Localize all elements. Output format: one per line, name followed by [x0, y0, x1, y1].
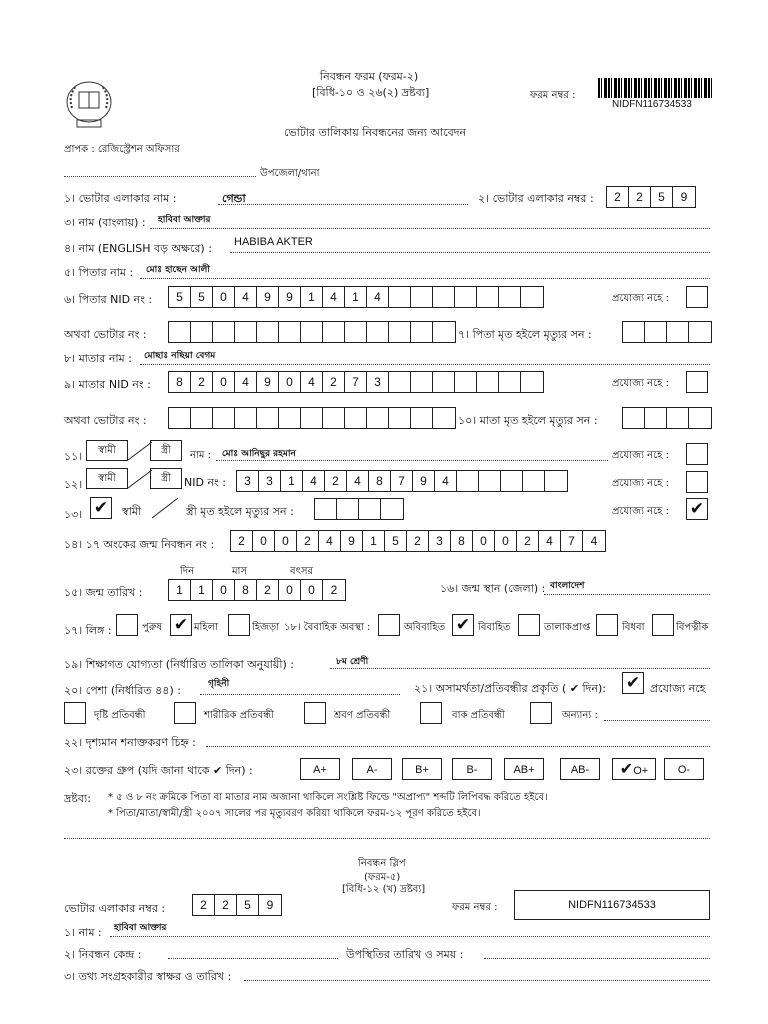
voter-area-name-line [218, 204, 468, 205]
digit-cell[interactable]: 0 [495, 531, 517, 551]
married-label: বিবাহিত [478, 622, 511, 633]
digit-cell[interactable] [235, 322, 257, 342]
digit-cell[interactable] [667, 408, 689, 428]
digit-cell[interactable]: 2 [191, 372, 213, 392]
slip-center-line [168, 958, 338, 959]
father-voter-no-boxes[interactable] [168, 321, 456, 343]
upazila-label: উপজেলা/থানা [260, 168, 320, 179]
digit-cell[interactable]: 0 [473, 531, 495, 551]
mother-nid-boxes[interactable] [168, 371, 544, 393]
digit-cell[interactable] [477, 287, 499, 307]
spouse-name-na-checkbox[interactable] [686, 443, 708, 465]
voter-area-name-value: গেন্ডা [222, 192, 246, 205]
female-label: মহিলা [194, 622, 219, 633]
digit-cell[interactable]: 9 [266, 898, 274, 912]
spouse-nid-label: NID নং : [184, 476, 226, 489]
digit-cell[interactable] [521, 287, 543, 307]
spouse-death-year-boxes[interactable] [314, 498, 404, 520]
hijra-checkbox[interactable] [228, 614, 250, 636]
disability-na-label: প্রযোজ্য নহে [650, 682, 706, 695]
digit-cell[interactable]: 2 [323, 372, 345, 392]
blood-o-pos[interactable] [612, 758, 656, 780]
digit-cell[interactable] [433, 287, 455, 307]
digit-cell[interactable] [411, 372, 433, 392]
digit-cell[interactable]: 4 [539, 531, 561, 551]
widow-label: বিধবা [622, 622, 645, 633]
education-value: ৮ম শ্রেণী [336, 657, 369, 667]
digit-cell[interactable] [411, 322, 433, 342]
digit-cell[interactable] [323, 408, 345, 428]
digit-cell[interactable] [667, 322, 689, 342]
spouse-nid-na-checkbox[interactable] [686, 471, 708, 493]
spouse-name-label: নাম : [190, 450, 211, 461]
other-disability-label: অন্যান্য : [562, 710, 598, 721]
name-english-line [230, 252, 710, 253]
divorced-checkbox[interactable] [518, 614, 540, 636]
slip-name-line [110, 936, 710, 937]
visual-disability-checkbox[interactable] [64, 702, 86, 724]
slip-form-no-box: NIDFN116734533 [514, 890, 710, 920]
slash-divider-3 [152, 496, 182, 520]
mother-na-checkbox[interactable] [686, 371, 708, 393]
digit-cell[interactable] [301, 322, 323, 342]
marital-status-label: ১৮। বৈবাহিক অবস্থা : [284, 622, 371, 633]
digit-cell[interactable]: 4 [367, 287, 389, 307]
digit-cell[interactable]: 0 [301, 580, 323, 600]
father-nid-label: ৬। পিতার NID নং : [64, 293, 153, 306]
digit-cell[interactable] [279, 322, 301, 342]
digit-cell[interactable] [213, 408, 235, 428]
digit-cell[interactable] [257, 408, 279, 428]
digit-cell[interactable] [457, 471, 479, 491]
wife-death-label: স্ত্রী মৃত হইলে মৃত্যুর সন : [186, 505, 294, 518]
occupation-label: ২০। পেশা (নির্ধারিত ৪৪) : [64, 684, 181, 697]
digit-cell[interactable]: 2 [297, 531, 319, 551]
digit-cell[interactable]: 0 [279, 580, 301, 600]
father-name-value: মোঃ হাছেন আলী [146, 265, 210, 275]
husband-checkbox[interactable]: ✔ [90, 497, 112, 519]
occupation-value: গৃহিনী [208, 679, 230, 689]
digit-cell[interactable] [521, 372, 543, 392]
barcode [598, 78, 713, 98]
blood-o-pos-label: O+ [633, 765, 649, 777]
male-checkbox[interactable] [116, 614, 138, 636]
birthplace-line [544, 594, 710, 595]
digit-cell[interactable] [433, 372, 455, 392]
education-line [330, 668, 710, 669]
mother-name-line [140, 364, 710, 365]
digit-cell[interactable]: 2 [325, 471, 347, 491]
slip-form: (ফরম-৫) [364, 872, 401, 883]
digit-cell[interactable]: 1 [363, 531, 385, 551]
father-nid-boxes[interactable] [168, 286, 544, 308]
mother-name-label: ৮। মাতার নাম : [64, 352, 132, 365]
digit-cell[interactable]: 2 [257, 580, 279, 600]
digit-cell[interactable] [645, 322, 667, 342]
blood-ab-pos[interactable]: AB+ [504, 758, 544, 780]
digit-cell[interactable]: 4 [435, 471, 457, 491]
digit-cell[interactable] [389, 287, 411, 307]
digit-cell[interactable] [455, 372, 477, 392]
digit-cell[interactable] [411, 287, 433, 307]
digit-cell[interactable]: 5 [169, 287, 191, 307]
digit-cell[interactable] [433, 322, 455, 342]
digit-cell[interactable] [235, 408, 257, 428]
hearing-disability-checkbox[interactable] [304, 702, 326, 724]
digit-cell[interactable]: 5 [191, 287, 213, 307]
voter-area-number-label: ২। ভোটার এলাকার নম্বর : [478, 192, 594, 205]
digit-cell[interactable]: 4 [590, 534, 598, 548]
father-voter-no-label: অথবা ভোটার নং : [64, 328, 147, 341]
female-checkbox[interactable]: ✔ [170, 614, 192, 636]
digit-cell[interactable]: 0 [213, 372, 235, 392]
digit-cell[interactable]: 2 [407, 531, 429, 551]
digit-cell[interactable] [279, 408, 301, 428]
mother-death-year-label: ১০। মাতা মৃত হইলে মৃত্যুর সন : [458, 414, 598, 427]
dob-month-caption: মাস [232, 566, 248, 577]
other-disability-checkbox[interactable] [530, 702, 552, 724]
blood-o-pos-check: ✔ [619, 761, 634, 778]
digit-cell[interactable]: 9 [341, 531, 363, 551]
digit-cell[interactable]: 3 [429, 531, 451, 551]
digit-cell[interactable]: 0 [213, 287, 235, 307]
upazila-line [64, 176, 256, 177]
digit-cell[interactable]: 8 [451, 531, 473, 551]
digit-cell[interactable] [257, 322, 279, 342]
digit-cell[interactable]: 4 [303, 471, 325, 491]
digit-cell[interactable]: 0 [213, 580, 235, 600]
birthplace-value: বাংলাদেশ [550, 581, 585, 591]
visual-disability-label: দৃষ্টি প্রতিবন্ধী [94, 710, 146, 721]
digit-cell[interactable] [191, 322, 213, 342]
digit-cell[interactable] [389, 372, 411, 392]
digit-cell[interactable] [545, 471, 567, 491]
digit-cell[interactable] [499, 287, 521, 307]
digit-cell[interactable] [523, 471, 545, 491]
digit-cell[interactable] [367, 408, 389, 428]
digit-cell[interactable]: 9 [257, 372, 279, 392]
married-checkbox[interactable]: ✔ [452, 614, 474, 636]
wife-option-2[interactable]: স্ত্রী [150, 468, 182, 489]
cut-line [64, 838, 710, 839]
father-death-year-boxes[interactable] [622, 321, 712, 343]
slip-sign-label: ৩। তথ্য সংগ্রহকারীর স্বাক্ষর ও তারিখ : [64, 970, 232, 983]
father-name-line [140, 278, 710, 279]
digit-cell[interactable]: 4 [323, 287, 345, 307]
birth-reg-label: ১৪। ১৭ অংকের জন্ম নিবন্ধন নং : [64, 538, 215, 551]
mother-nid-label: ৯। মাতার NID নং : [64, 378, 151, 391]
digit-cell[interactable]: 4 [319, 531, 341, 551]
father-na-checkbox[interactable] [686, 286, 708, 308]
slip-rule: [বিধি-১২ (খ) দ্রষ্টব্য] [342, 884, 426, 895]
slip-area-no-boxes[interactable] [192, 894, 282, 916]
digit-cell[interactable]: 0 [253, 531, 275, 551]
slip-form-no-label: ফরম নম্বর : [452, 902, 498, 913]
blood-b-pos[interactable]: B+ [402, 758, 442, 780]
mother-na-label: প্রযোজ্য নহে : [612, 378, 669, 389]
spouse-name-line [216, 460, 608, 461]
husband-option-2[interactable]: স্বামী [86, 468, 128, 489]
digit-cell[interactable]: 9 [279, 287, 301, 307]
slip-name-value: হাবিবা আক্তার [114, 923, 167, 933]
blood-a-neg[interactable]: A- [352, 758, 392, 780]
voter-area-name-label: ১। ভোটার এলাকার নাম : [64, 192, 177, 205]
spouse-name-value: মোঃ আনিছুর রহমান [222, 449, 296, 459]
digit-cell[interactable] [345, 322, 367, 342]
male-label: পুরুষ [142, 622, 162, 633]
digit-cell[interactable] [389, 322, 411, 342]
digit-cell[interactable] [389, 408, 411, 428]
spouse-death-na-checkbox[interactable]: ✔ [686, 498, 708, 520]
dob-day-caption: দিন [180, 566, 195, 577]
blood-o-neg[interactable]: O- [664, 758, 704, 780]
slip-sign-line [244, 980, 710, 981]
spouse-name-number: ১১। [64, 450, 83, 463]
digit-cell[interactable]: 3 [259, 471, 281, 491]
form-title: নিবন্ধন ফরম (ফরম-২) [320, 70, 419, 83]
name-bangla-value: হাবিবা আক্তার [158, 215, 211, 225]
divorced-label: তালাকপ্রাপ্ত [544, 622, 591, 633]
digit-cell[interactable] [337, 499, 359, 519]
physical-disability-checkbox[interactable] [174, 702, 196, 724]
slip-area-no-label: ভোটার এলাকার নম্বর : [64, 902, 166, 915]
blood-group-label: ২৩। রক্তের গ্রুপ (যদি জানা থাকে ✔ দিন) : [64, 764, 253, 777]
form-number-label: ফরম নম্বর : [530, 90, 576, 101]
digit-cell[interactable]: 2 [193, 895, 215, 915]
digit-cell[interactable] [381, 499, 403, 519]
education-label: ১৯। শিক্ষাগত যোগ্যতা (নির্ধারিত তালিকা অনুযায়ী) : [64, 658, 294, 671]
spouse-nid-number: ১২। [64, 478, 83, 491]
blood-ab-neg[interactable]: AB- [560, 758, 600, 780]
disability-na-checkbox[interactable]: ✔ [622, 672, 644, 694]
father-death-year-label: ৭। পিতা মৃত হইলে মৃত্যুর সন : [458, 328, 592, 341]
digit-cell[interactable]: 7 [345, 372, 367, 392]
digit-cell[interactable]: 1 [191, 580, 213, 600]
digit-cell[interactable]: 5 [651, 187, 673, 207]
spouse-death-na-label: প্রযোজ্য নহে : [612, 506, 669, 517]
digit-cell[interactable]: 8 [169, 372, 191, 392]
spouse-death-number: ১৩। [64, 508, 83, 521]
digit-cell[interactable] [623, 408, 645, 428]
spouse-nid-na-label: প্রযোজ্য নহে : [612, 478, 669, 489]
digit-cell[interactable]: 0 [279, 372, 301, 392]
digit-cell[interactable]: 1 [301, 287, 323, 307]
digit-cell[interactable] [169, 408, 191, 428]
digit-cell[interactable]: 9 [257, 287, 279, 307]
emblem [64, 78, 114, 130]
digit-cell[interactable] [433, 408, 455, 428]
digit-cell[interactable] [455, 287, 477, 307]
digit-cell[interactable]: 8 [235, 580, 257, 600]
digit-cell[interactable]: 4 [301, 372, 323, 392]
widower-checkbox[interactable] [652, 614, 674, 636]
father-name-label: ৫। পিতার নাম : [64, 266, 134, 279]
digit-cell[interactable]: 8 [369, 471, 391, 491]
govt-seal-icon [64, 78, 114, 130]
note-1: * ৫ ও ৮ নং ক্রমিকে পিতা বা মাতার নাম অজানা থাকিলে সংশ্লিষ্ট ফিল্ডে "অপ্রাপ্য" শব্দটি লিপিবদ্ধ করিতে হইবে। [108, 792, 548, 803]
digit-cell[interactable]: 3 [367, 372, 389, 392]
note-label: দ্রষ্টব্য: [64, 792, 91, 805]
digit-cell[interactable]: 1 [169, 580, 191, 600]
slip-name-label: ১। নাম : [64, 926, 102, 939]
wife-option[interactable]: স্ত্রী [150, 440, 182, 461]
father-na-label: প্রযোজ্য নহে : [612, 293, 669, 304]
digit-cell[interactable] [623, 322, 645, 342]
digit-cell[interactable]: 7 [391, 471, 413, 491]
spouse-name-na-label: প্রযোজ্য নহে : [612, 450, 669, 461]
dob-label: ১৫। জন্ম তারিখ : [64, 586, 143, 599]
digit-cell[interactable] [315, 499, 337, 519]
digit-cell[interactable]: 2 [629, 187, 651, 207]
digit-cell[interactable]: 2 [607, 187, 629, 207]
unmarried-label: অবিবাহিত [404, 622, 446, 633]
slip-center-label: ২। নিবন্ধন কেন্দ্র : [64, 948, 142, 961]
physical-disability-label: শারীরিক প্রতিবন্ধী [204, 710, 274, 721]
speech-disability-checkbox[interactable] [420, 702, 442, 724]
digit-cell[interactable]: 1 [345, 287, 367, 307]
mother-voter-no-boxes[interactable] [168, 407, 456, 429]
dob-boxes[interactable] [168, 579, 346, 601]
digit-cell[interactable]: 2 [330, 583, 338, 597]
disability-label: ২১। অসামর্থতা/প্রতিবন্ধীর প্রকৃতি ( ✔ দিন): [414, 682, 607, 695]
blood-a-pos[interactable]: A+ [300, 758, 340, 780]
slip-title: নিবন্ধন স্লিপ [358, 858, 406, 869]
digit-cell[interactable]: 7 [561, 531, 583, 551]
digit-cell[interactable] [689, 408, 711, 428]
digit-cell[interactable]: 4 [347, 471, 369, 491]
occupation-line [200, 694, 400, 695]
digit-cell[interactable]: 2 [215, 895, 237, 915]
digit-cell[interactable] [411, 408, 433, 428]
digit-cell[interactable]: 1 [281, 471, 303, 491]
dob-year-caption: বৎসর [290, 566, 314, 577]
digit-cell[interactable] [213, 322, 235, 342]
mother-death-year-boxes[interactable] [622, 407, 712, 429]
slip-attendance-label: উপস্থিতির তারিখ ও সময় : [346, 948, 464, 961]
name-bangla-line [150, 228, 710, 229]
digit-cell[interactable] [191, 408, 213, 428]
spouse-nid-boxes[interactable] [236, 470, 568, 492]
birth-reg-boxes[interactable] [230, 530, 606, 552]
voter-area-number-boxes[interactable] [606, 186, 696, 208]
speech-disability-label: বাক প্রতিবন্ধী [452, 710, 505, 721]
digit-cell[interactable] [499, 372, 521, 392]
digit-cell[interactable] [645, 408, 667, 428]
hijra-label: হিজড়া [252, 622, 280, 633]
digit-cell[interactable] [345, 408, 367, 428]
hearing-disability-label: শ্রবণ প্রতিবন্ধী [334, 710, 391, 721]
digit-cell[interactable]: 9 [413, 471, 435, 491]
digit-cell[interactable] [169, 322, 191, 342]
digit-cell[interactable]: 0 [275, 531, 297, 551]
name-english-value: HABIBA AKTER [234, 236, 313, 248]
husband-option[interactable]: স্বামী [86, 440, 128, 461]
digit-cell[interactable] [479, 471, 501, 491]
slip-attendance-line [484, 958, 710, 959]
name-bangla-label: ৩। নাম (বাংলায়) : [64, 216, 146, 229]
widow-checkbox[interactable] [596, 614, 618, 636]
digit-cell[interactable]: 9 [680, 190, 688, 204]
other-disability-line [604, 720, 710, 721]
digit-cell[interactable] [301, 408, 323, 428]
mother-name-value: মোছাঃ নছিয়া বেগম [144, 351, 216, 361]
digit-cell[interactable] [367, 322, 389, 342]
widower-label: বিপত্নীক [676, 622, 709, 633]
note-2: * পিতা/মাতা/স্বামী/স্ত্রী ২০০৭ সালের পর মৃত্যুবরণ করিয়া থাকিলে ফরম-১২ পূরণ করিতে হইবে। [108, 808, 481, 819]
form-subtitle: [বিধি-১০ ও ২৬(২) দ্রষ্টব্য] [312, 86, 430, 99]
digit-cell[interactable]: 2 [231, 531, 253, 551]
digit-cell[interactable]: 4 [235, 372, 257, 392]
mother-voter-no-label: অথবা ভোটার নং : [64, 414, 147, 427]
husband-label: স্বামী [122, 505, 142, 518]
visible-mark-label: ২২। দৃশ্যমান শনাক্তকরণ চিহ্ন : [64, 736, 196, 749]
digit-cell[interactable] [477, 372, 499, 392]
digit-cell[interactable]: 5 [385, 531, 407, 551]
unmarried-checkbox[interactable] [378, 614, 400, 636]
digit-cell[interactable] [359, 499, 381, 519]
barcode-text: NIDFN116734533 [612, 99, 692, 110]
application-heading: ভোটার তালিকায় নিবন্ধনের জন্য আবেদন [284, 126, 467, 139]
digit-cell[interactable]: 2 [517, 531, 539, 551]
birthplace-label: ১৬। জন্ম স্থান (জেলা) : [440, 582, 546, 595]
digit-cell[interactable] [501, 471, 523, 491]
gender-label: ১৭। লিঙ্গ : [64, 624, 112, 637]
name-english-label: ৪। নাম (ENGLISH বড় অক্ষরে) : [64, 242, 212, 255]
digit-cell[interactable]: 5 [237, 895, 259, 915]
recipient: প্রাপক : রেজিস্ট্রেশন অফিসার [64, 144, 180, 155]
digit-cell[interactable]: 4 [235, 287, 257, 307]
blood-b-neg[interactable]: B- [452, 758, 492, 780]
digit-cell[interactable] [689, 322, 711, 342]
visible-mark-line [206, 746, 710, 747]
digit-cell[interactable] [323, 322, 345, 342]
digit-cell[interactable]: 3 [237, 471, 259, 491]
